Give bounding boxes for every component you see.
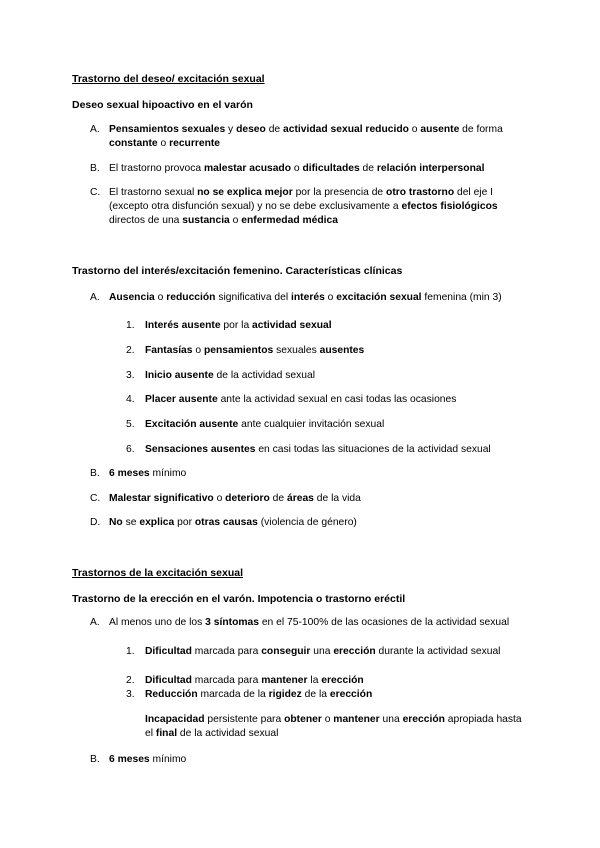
sub-marker: 3.: [126, 370, 135, 381]
sub-item-s3-1: Dificultad marcada para conseguir una erección durante la actividad sexual: [145, 646, 501, 657]
list-marker: B.: [90, 754, 100, 765]
sub-item-1: Interés ausente por la actividad sexual: [145, 320, 332, 331]
sub-item-s3-2: Dificultad marcada para mantener la erección: [145, 675, 364, 686]
sub-item-6: Sensaciones ausentes en casi todas las situaciones de la actividad sexual: [145, 444, 491, 455]
list-item-s3-b: 6 meses mínimo: [109, 754, 187, 765]
sub-item-5: Excitación ausente ante cualquier invitación sexual: [145, 419, 385, 430]
section-title-deseo: Trastorno del deseo/ excitación sexual: [72, 73, 265, 85]
sub-marker: 6.: [126, 444, 135, 455]
subsection-title-ereccion: Trastorno de la erección en el varón. Impotencia o trastorno eréctil: [72, 593, 406, 605]
list-marker: A.: [90, 124, 100, 135]
sub-marker: 3.: [126, 689, 135, 700]
list-marker: B.: [90, 163, 100, 174]
list-marker: B.: [90, 468, 100, 479]
sub-marker: 1.: [126, 320, 135, 331]
sub-item-3: Inicio ausente de la actividad sexual: [145, 370, 315, 381]
section-title-interes: Trastorno del interés/excitación femenino. Características clínicas: [72, 265, 403, 277]
subsection-title-hipoactivo: Deseo sexual hipoactivo en el varón: [72, 99, 253, 111]
sub-marker: 2.: [126, 345, 135, 356]
list-marker: C.: [90, 187, 101, 198]
list-marker: A.: [90, 617, 100, 628]
sub-item-s3-3: Reducción marcada de la rigidez de la erección: [145, 689, 373, 700]
list-item-s2-a: Ausencia o reducción significativa del interés o excitación sexual femenina (min 3): [109, 292, 502, 303]
list-marker: A.: [90, 292, 100, 303]
list-item-s3-a: Al menos uno de los 3 síntomas en el 75-100% de las ocasiones de la actividad sexual: [109, 617, 510, 628]
sub-marker: 2.: [126, 675, 135, 686]
list-item-s1-a: Pensamientos sexuales y deseo de actividad sexual reducido o ausente de forma constante o recurrente: [109, 124, 503, 149]
extra-paragraph: Incapacidad persistente para obtener o mantener una erección apropiada hasta el final de la actividad sexual: [145, 714, 522, 739]
section-title-excitacion: Trastornos de la excitación sexual: [72, 567, 243, 579]
list-item-s1-c: El trastorno sexual no se explica mejor por la presencia de otro trastorno del eje I (excepto otra disfunción sexual) y no se debe exclusivamente a efectos fisiológicos directos de una sustancia o enfermedad médica: [109, 187, 498, 226]
sub-marker: 5.: [126, 419, 135, 430]
list-marker: C.: [90, 493, 101, 504]
list-marker: D.: [90, 517, 101, 528]
list-item-s1-b: El trastorno provoca malestar acusado o dificultades de relación interpersonal: [109, 163, 485, 174]
list-item-s2-d: No se explica por otras causas (violencia de género): [109, 517, 357, 528]
sub-item-2: Fantasías o pensamientos sexuales ausentes: [145, 345, 365, 356]
sub-item-4: Placer ausente ante la actividad sexual en casi todas las ocasiones: [145, 394, 457, 405]
sub-marker: 4.: [126, 394, 135, 405]
sub-marker: 1.: [126, 646, 135, 657]
list-item-s2-c: Malestar significativo o deterioro de áreas de la vida: [109, 493, 361, 504]
list-item-s2-b: 6 meses mínimo: [109, 468, 187, 479]
